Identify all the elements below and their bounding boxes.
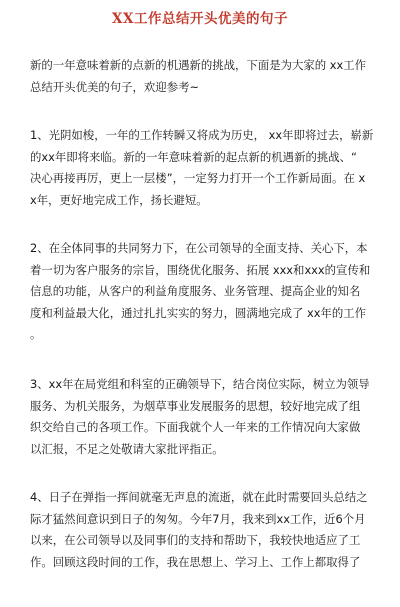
text-line: 作。回顾这段时间的工作，我在思想上、学习上、工作上都取得了 bbox=[30, 554, 361, 569]
text-line: 服务、为机关服务，为烟草事业发展服务的思想，较好地完成了组 bbox=[30, 398, 361, 413]
intro-paragraph bbox=[30, 55, 375, 98]
text-line: 着一切为客户服务的宗旨，围绕优化服务、拓展 xxx和xxx的宣传和 bbox=[30, 262, 371, 277]
text-line: 3、xx年在局党组和科室的正确领导下，结合岗位实际，树立为领导 bbox=[30, 377, 370, 391]
text-line: 1、光阴如梭，一年的工作转瞬又将成为历史， xx年即将过去，崭新 bbox=[30, 128, 374, 142]
text-line: 信息的功能，从客户的利益角度服务、业务管理、提高企业的知名 bbox=[30, 284, 361, 298]
text-line: 以汇报，不足之处敬请大家批评指正。 bbox=[30, 441, 224, 456]
text-line: 4、日子在弹指一挥间就毫无声息的流逝，就在此时需要回头总结之 bbox=[30, 490, 368, 504]
text-line: 。 bbox=[30, 327, 42, 341]
text-line: x年，更好地完成工作，扬长避短。 bbox=[30, 192, 208, 207]
text-line: 新的一年意味着新的点新的机遇新的挑战，下面是为大家的 xx工作 bbox=[30, 58, 367, 72]
text-line: 际才猛然间意识到日子的匆匆。今年7月，我来到xx工作，近6个月 bbox=[30, 511, 366, 526]
text-line: 度和利益最大化，通过扎扎实实的努力，圆满地完成了 xx年的工作 bbox=[30, 305, 367, 320]
text-line: 总结开头优美的句子，欢迎参考~ bbox=[30, 79, 200, 94]
document-title: XX工作总结开头优美的句子 bbox=[112, 11, 288, 27]
text-line: 决心再接再厉，更上一层楼”，一定努力打开一个工作新局面。在 x bbox=[30, 171, 366, 185]
paragraph-1 bbox=[30, 125, 375, 211]
text-line: 2、在全体同事的共同努力下，在公司领导的全面支持、关心下，本 bbox=[30, 241, 368, 255]
paragraph-3 bbox=[30, 374, 375, 460]
text-line: 以来，在公司领导以及同事们的支持和帮助下，我较快地适应了工 bbox=[30, 533, 361, 547]
text-line: 织交给自己的各项工作。下面我就个人一年来的工作情况向大家做 bbox=[30, 420, 361, 434]
paragraph-4 bbox=[30, 487, 375, 573]
paragraph-2 bbox=[30, 238, 375, 346]
text-line: 的xx年即将来临。新的一年意味着新的起点新的机遇新的挑战、“ bbox=[30, 149, 357, 164]
